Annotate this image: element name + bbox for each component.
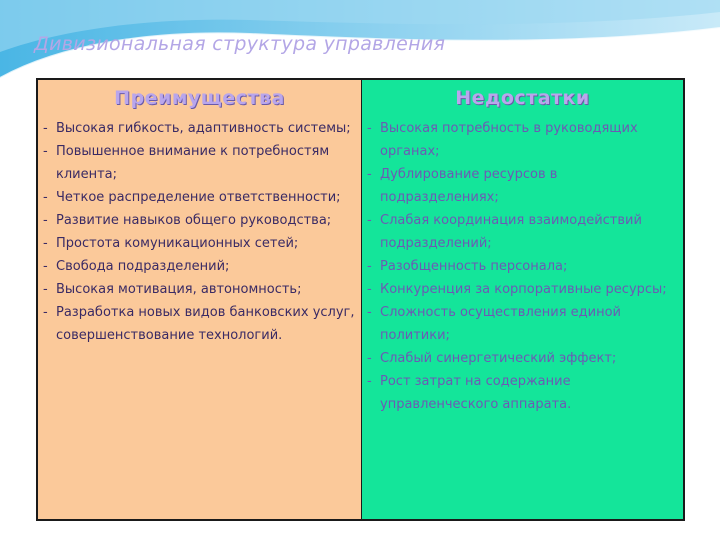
dash-marker: - (43, 259, 48, 274)
disadvantage-text: Высокая потребность в руководящих органах; (380, 121, 638, 159)
slide-title: Дивизиональная структура управления (34, 33, 446, 55)
disadvantage-text: Сложность осуществления единой политики; (380, 305, 621, 343)
dash-marker: - (367, 374, 372, 389)
dash-marker: - (367, 305, 372, 320)
disadvantage-text: Разобщенность персонала; (380, 259, 568, 274)
advantage-text: Повышенное внимание к потребностям клиента; (56, 144, 330, 182)
disadvantage-text: Конкуренция за корпоративные ресурсы; (380, 282, 667, 297)
advantages-column (38, 80, 362, 519)
advantage-text: Высокая гибкость, адаптивность системы; (56, 121, 351, 136)
list-item (367, 278, 677, 301)
disadvantages-list (362, 117, 683, 416)
disadvantages-heading: Недостатки (455, 87, 590, 109)
list-item (43, 117, 355, 140)
comparison-table (36, 78, 685, 521)
dash-marker: - (367, 121, 372, 136)
dash-marker: - (367, 259, 372, 274)
dash-marker: - (367, 351, 372, 366)
list-item (367, 301, 677, 347)
dash-marker: - (43, 236, 48, 251)
list-item (43, 140, 355, 186)
list-item (43, 301, 355, 347)
advantage-text: Развитие навыков общего руководства; (56, 213, 332, 228)
list-item (367, 117, 677, 163)
list-item (43, 278, 355, 301)
list-item (367, 163, 677, 209)
dash-marker: - (367, 167, 372, 182)
advantage-text: Свобода подразделений; (56, 259, 230, 274)
dash-marker: - (43, 213, 48, 228)
list-item (43, 209, 355, 232)
advantage-text: Высокая мотивация, автономность; (56, 282, 302, 297)
dash-marker: - (43, 190, 48, 205)
advantage-text: Разработка новых видов банковских услуг, совершенствование технологий. (56, 305, 355, 343)
dash-marker: - (43, 282, 48, 297)
disadvantage-text: Слабый синергетический эффект; (380, 351, 617, 366)
disadvantage-text: Дублирование ресурсов в подразделениях; (380, 167, 558, 205)
list-item (43, 232, 355, 255)
advantage-text: Четкое распределение ответственности; (56, 190, 341, 205)
dash-marker: - (43, 121, 48, 136)
list-item (367, 209, 677, 255)
dash-marker: - (43, 305, 48, 320)
disadvantage-text: Слабая координация взаимодействий подразделений; (380, 213, 642, 251)
advantage-text: Простота комуникационных сетей; (56, 236, 299, 251)
dash-marker: - (43, 144, 48, 159)
advantages-list (38, 117, 361, 347)
dash-marker: - (367, 282, 372, 297)
list-item (367, 255, 677, 278)
list-item (367, 370, 677, 416)
disadvantage-text: Рост затрат на содержание управленческого аппарата. (380, 374, 572, 412)
dash-marker: - (367, 213, 372, 228)
disadvantages-column (362, 80, 683, 519)
list-item (43, 255, 355, 278)
list-item (367, 347, 677, 370)
list-item (43, 186, 355, 209)
advantages-heading: Преимущества (114, 87, 285, 109)
